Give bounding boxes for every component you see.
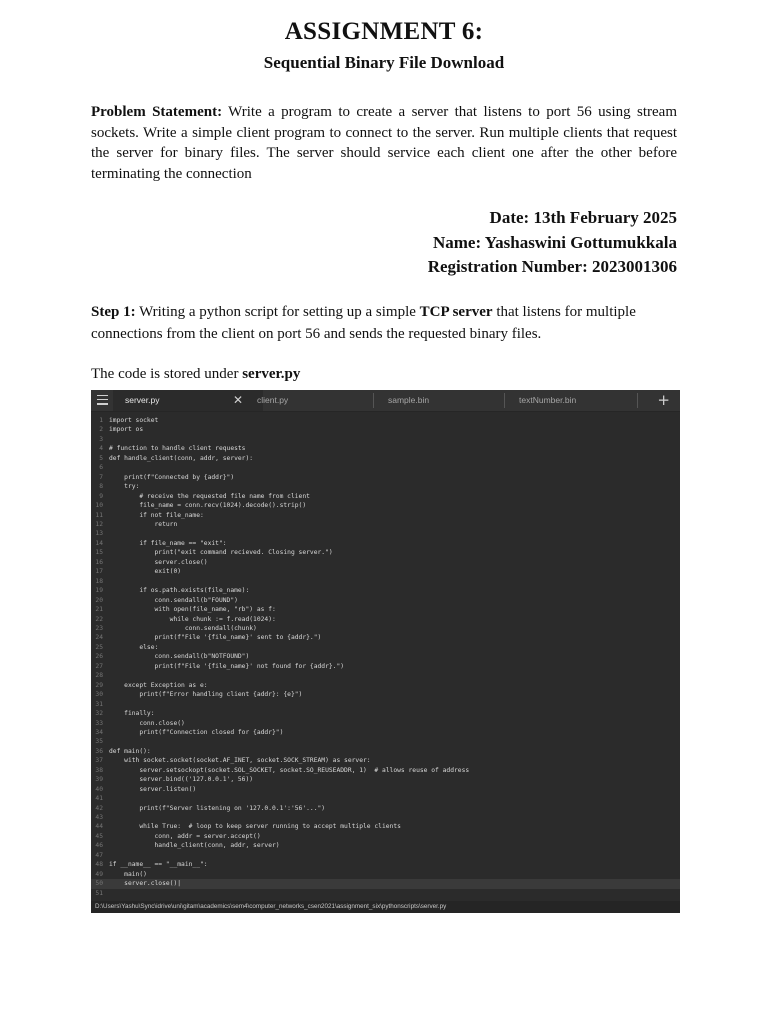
code-text: conn.close()	[109, 719, 185, 727]
step-text-a: Writing a python script for setting up a simple	[135, 304, 420, 320]
line-number: 32	[95, 710, 103, 718]
code-line	[91, 416, 680, 425]
date-line: Date: 13th February 2025	[489, 208, 677, 227]
code-line	[91, 501, 680, 510]
code-text: conn, addr = server.accept()	[109, 832, 261, 840]
code-line	[91, 615, 680, 624]
code-line	[91, 454, 680, 463]
close-tab-icon[interactable]: ✕	[233, 393, 244, 407]
code-line	[91, 520, 680, 529]
code-line	[91, 709, 680, 718]
line-number: 1	[99, 417, 103, 424]
line-number: 21	[95, 606, 103, 614]
code-text: if file_name == "exit":	[109, 539, 227, 547]
line-number: 34	[95, 728, 103, 736]
line-number: 2	[99, 426, 103, 434]
problem-text: Write a program to create a server that listens to port 56 using stream sockets. Write a simple client program to connect to the server. Run multiple clients that request the server for binary files. The server should service each client one after the other before terminating the connection	[91, 104, 678, 183]
code-area[interactable]	[91, 416, 680, 898]
code-text: try:	[109, 483, 140, 491]
stored-file: server.py	[242, 366, 301, 382]
status-bar-path: D:\Users\Yashu\Sync\idrive\uni\gitam\academics\sem4\computer_networks_csen2021\assignment_six\pythonscripts\server.py	[91, 901, 680, 913]
code-line	[91, 492, 680, 501]
line-number: 13	[95, 530, 103, 538]
code-line	[91, 511, 680, 520]
problem-label: Problem Statement:	[91, 104, 223, 120]
line-number: 7	[99, 473, 103, 481]
author-info	[428, 206, 677, 280]
code-text: server.close()	[109, 558, 208, 566]
code-text: def main():	[109, 747, 151, 755]
line-number: 22	[95, 615, 103, 623]
code-line	[91, 643, 680, 652]
code-text: if __name__ == "__main__":	[109, 861, 208, 869]
code-text: print(f"File '{file_name}' not found for {addr}.")	[109, 662, 345, 670]
line-number: 43	[95, 814, 103, 822]
line-number: 8	[99, 483, 103, 491]
code-text: while True: # loop to keep server running to accept multiple clients	[109, 823, 401, 831]
code-line	[91, 756, 680, 765]
stored-under	[91, 366, 300, 383]
code-line	[91, 539, 680, 548]
code-line	[91, 889, 680, 898]
line-number: 38	[95, 766, 103, 774]
line-number: 6	[99, 464, 103, 472]
tab-client-py[interactable]: client.py	[257, 395, 289, 405]
line-number: 27	[95, 662, 103, 670]
line-number: 39	[95, 776, 103, 784]
line-number: 30	[95, 691, 103, 699]
code-text: server.setsockopt(socket.SOL_SOCKET, socket.SO_REUSEADDR, 1) # allows reuse of address	[109, 766, 470, 774]
code-text: print(f"Server listening on '127.0.0.1':'56'...")	[109, 804, 326, 812]
name-line: Name: Yashaswini Gottumukkala	[432, 232, 677, 252]
code-text: if not file_name:	[109, 511, 204, 519]
code-line	[91, 425, 680, 434]
code-text: finally:	[109, 710, 155, 718]
code-text: with open(file_name, "rb") as f:	[109, 606, 276, 614]
code-text: file_name = conn.recv(1024).decode().strip()	[109, 502, 307, 510]
code-text: import os	[109, 426, 144, 434]
line-number: 5	[99, 454, 103, 462]
line-number: 3	[99, 435, 103, 443]
line-number: 11	[95, 511, 103, 519]
code-line	[91, 766, 680, 775]
document-title: ASSIGNMENT 6:	[284, 18, 484, 45]
step-1	[91, 302, 677, 345]
line-number: 25	[95, 643, 103, 651]
line-number: 10	[95, 502, 103, 510]
line-number: 28	[95, 672, 103, 680]
line-number: 47	[95, 851, 103, 859]
code-line	[91, 737, 680, 746]
code-line	[91, 482, 680, 491]
line-number: 9	[99, 492, 103, 500]
code-line	[91, 671, 680, 680]
code-text: import socket	[109, 417, 159, 424]
code-text: exit(0)	[109, 568, 182, 576]
code-line	[91, 747, 680, 756]
code-line	[91, 681, 680, 690]
line-number: 12	[95, 520, 103, 528]
code-text: return	[109, 520, 178, 528]
code-line	[91, 529, 680, 538]
code-text: with socket.socket(socket.AF_INET, socket.SOCK_STREAM) as server:	[109, 757, 371, 765]
line-number: 20	[95, 596, 103, 604]
code-text: print(f"Connected by {addr}")	[109, 473, 235, 481]
line-number: 46	[95, 842, 103, 850]
code-line	[91, 832, 680, 841]
code-line	[91, 662, 680, 671]
line-number: 19	[95, 587, 103, 595]
code-text: server.bind(('127.0.0.1', 56))	[109, 776, 254, 784]
code-line	[91, 558, 680, 567]
line-number: 4	[99, 445, 103, 453]
tab-sample-bin[interactable]: sample.bin	[388, 395, 430, 405]
code-line	[91, 652, 680, 661]
line-number: 23	[95, 624, 103, 632]
code-line	[91, 841, 680, 850]
line-number: 29	[95, 681, 103, 689]
code-line	[91, 775, 680, 784]
code-text: def handle_client(conn, addr, server):	[109, 454, 254, 462]
line-number: 15	[95, 549, 103, 557]
line-number: 51	[95, 889, 103, 897]
line-number: 48	[95, 861, 103, 869]
code-text: conn.sendall(b"NOTFOUND")	[109, 653, 250, 661]
tab-server-py[interactable]: server.py	[113, 390, 263, 411]
code-line	[91, 633, 680, 642]
tab-bar	[91, 390, 680, 412]
code-line	[91, 444, 680, 453]
code-text: if os.path.exists(file_name):	[109, 587, 250, 595]
code-line	[91, 804, 680, 813]
code-line	[91, 624, 680, 633]
code-line	[91, 728, 680, 737]
line-number: 49	[95, 870, 103, 878]
stored-text: The code is stored under	[91, 366, 243, 382]
code-line	[91, 870, 680, 879]
line-number: 40	[95, 785, 103, 793]
code-line	[91, 700, 680, 709]
line-number: 14	[95, 539, 103, 547]
code-line	[91, 473, 680, 482]
code-text: conn.sendall(chunk)	[109, 624, 257, 632]
code-text: else:	[109, 643, 159, 651]
line-number: 18	[95, 577, 103, 585]
code-line	[91, 822, 680, 831]
line-number: 26	[95, 653, 103, 661]
code-text: server.close()|	[109, 880, 182, 888]
line-number: 31	[95, 700, 103, 708]
code-line	[91, 463, 680, 472]
tab-textnumber-bin[interactable]: textNumber.bin	[519, 395, 577, 405]
code-line	[91, 813, 680, 822]
code-line	[91, 596, 680, 605]
code-line	[91, 851, 680, 860]
problem-statement	[91, 102, 677, 185]
new-tab-plus-icon[interactable]: +	[657, 391, 670, 409]
registration-line: Registration Number: 2023001306	[427, 257, 677, 276]
line-number: 42	[95, 804, 103, 812]
code-text: main()	[109, 870, 147, 878]
line-number: 17	[95, 568, 103, 576]
code-text: # receive the requested file name from client	[109, 492, 310, 500]
code-text: print("exit command recieved. Closing server.")	[109, 549, 333, 557]
line-number: 24	[95, 634, 103, 642]
code-text: except Exception as e:	[109, 681, 208, 689]
code-line	[91, 860, 680, 869]
step-label: Step 1:	[91, 304, 136, 320]
code-line	[91, 586, 680, 595]
line-number: 36	[95, 747, 103, 755]
code-line	[91, 785, 680, 794]
code-line	[91, 435, 680, 444]
line-number: 35	[95, 738, 103, 746]
line-number: 45	[95, 832, 103, 840]
code-line	[91, 794, 680, 803]
code-line	[91, 719, 680, 728]
line-number: 16	[95, 558, 103, 566]
step-text-b: that listens for multiple connections from the client on port 56 and sends the requested binary files.	[91, 304, 636, 342]
code-text: handle_client(conn, addr, server)	[109, 842, 280, 850]
line-number: 37	[95, 757, 103, 765]
step-bold: TCP server	[419, 304, 493, 320]
code-text: print(f"File '{file_name}' sent to {addr}.")	[109, 634, 322, 642]
code-text: # function to handle client requests	[109, 445, 246, 453]
menu-icon[interactable]	[97, 395, 108, 406]
code-text: print(f"Connection closed for {addr}")	[109, 728, 284, 736]
line-number: 44	[95, 823, 103, 831]
code-text: conn.sendall(b"FOUND")	[109, 596, 238, 604]
code-line	[91, 548, 680, 557]
code-text: print(f"Error handling client {addr}: {e}")	[109, 691, 303, 699]
line-number: 41	[95, 795, 103, 803]
code-line	[91, 879, 680, 888]
document-subtitle: Sequential Binary File Download	[263, 53, 505, 72]
code-editor-screenshot	[91, 390, 680, 913]
code-text: while chunk := f.read(1024):	[109, 615, 276, 623]
code-line	[91, 577, 680, 586]
line-number: 33	[95, 719, 103, 727]
line-number: 50	[95, 880, 103, 888]
code-line	[91, 690, 680, 699]
code-line	[91, 605, 680, 614]
code-text: server.listen()	[109, 785, 197, 793]
code-line	[91, 567, 680, 576]
